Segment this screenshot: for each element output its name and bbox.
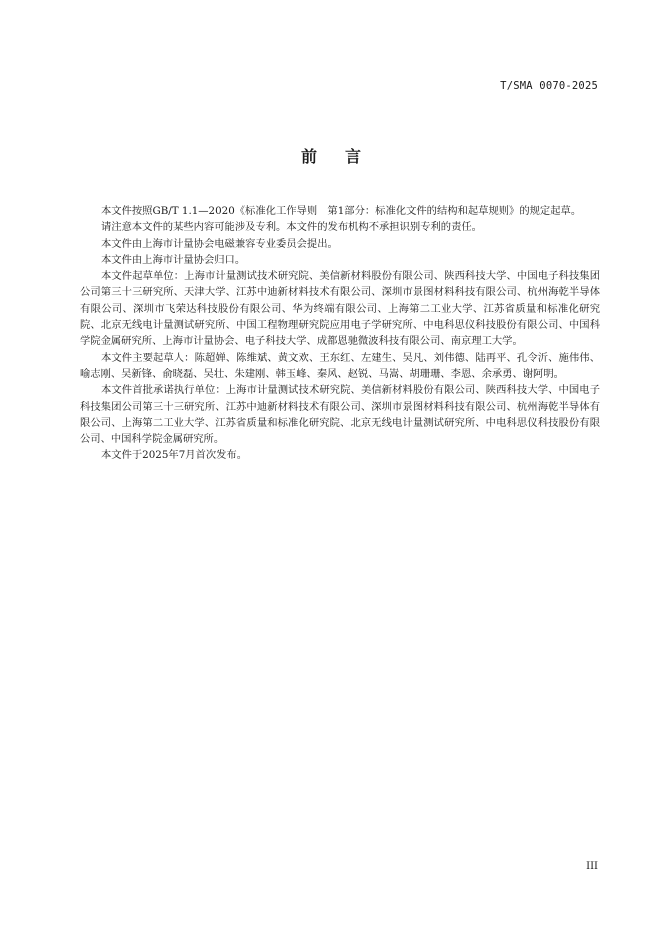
paragraph-drafting-organizations: 本文件起草单位：上海市计量测试技术研究院、美信新材料股份有限公司、陕西科技大学、中国电子科技集团公司第三十三研究所、天津大学、江苏中迪新材料技术有限公司、深圳市景图材料科技有限公司、杭州海乾半导体有限公司、深圳市飞荣达科技股份有限公司、华为终端有限公司、上海第二工业大学、江苏省质量和标准化研究院、北京无线电计量测试研究所、中国工程物理研究院应用电子学研究所、中电科思仪科技股份有限公司、中国科学院金属研究所、上海市计量协会、电子科技大学、成都恩驰微波科技有限公司、南京理工大学。 (80, 270, 600, 348)
paragraph-release-date: 本文件于2025年7月首次发布。 (101, 449, 248, 462)
paragraph-proposed-by: 本文件由上海市计量协会电磁兼容专业委员会提出。 (101, 237, 338, 250)
document-code: T/SMA 0070-2025 (500, 80, 598, 92)
page-title: 前言 (300, 147, 389, 166)
paragraph-main-drafters: 本文件主要起草人：陈超婵、陈维斌、黄文欢、王东红、左建生、吴凡、刘伟德、陆再平、孔令沂、施伟伟、喻志刚、吴新锋、俞晓磊、吴壮、朱建刚、韩玉峰、秦风、赵锐、马嵩、胡珊珊、李恩、余承勇、谢阿明。 (80, 351, 600, 380)
page-number: III (586, 861, 598, 872)
paragraph-first-implementers: 本文件首批承诺执行单位：上海市计量测试技术研究院、美信新材料股份有限公司、陕西科技大学、中国电子科技集团公司第三十三研究所、江苏中迪新材料技术有限公司、深圳市景图材料科技有限公司、杭州海乾半导体有限公司、上海第二工业大学、江苏省质量和标准化研究院、北京无线电计量测试研究所、中电科思仪科技股份有限公司、中国科学院金属研究所。 (80, 384, 600, 446)
paragraph-drafting-rules: 本文件按照GB/T 1.1—2020《标准化工作导则 第1部分：标准化文件的结构和起草规则》的规定起草。 (101, 205, 582, 217)
paragraph-patent-notice: 请注意本文件的某些内容可能涉及专利。本文件的发布机构不承担识别专利的责任。 (101, 221, 482, 234)
foreword-body (80, 203, 600, 464)
paragraph-centralized-by: 本文件由上海市计量协会归口。 (101, 253, 246, 266)
